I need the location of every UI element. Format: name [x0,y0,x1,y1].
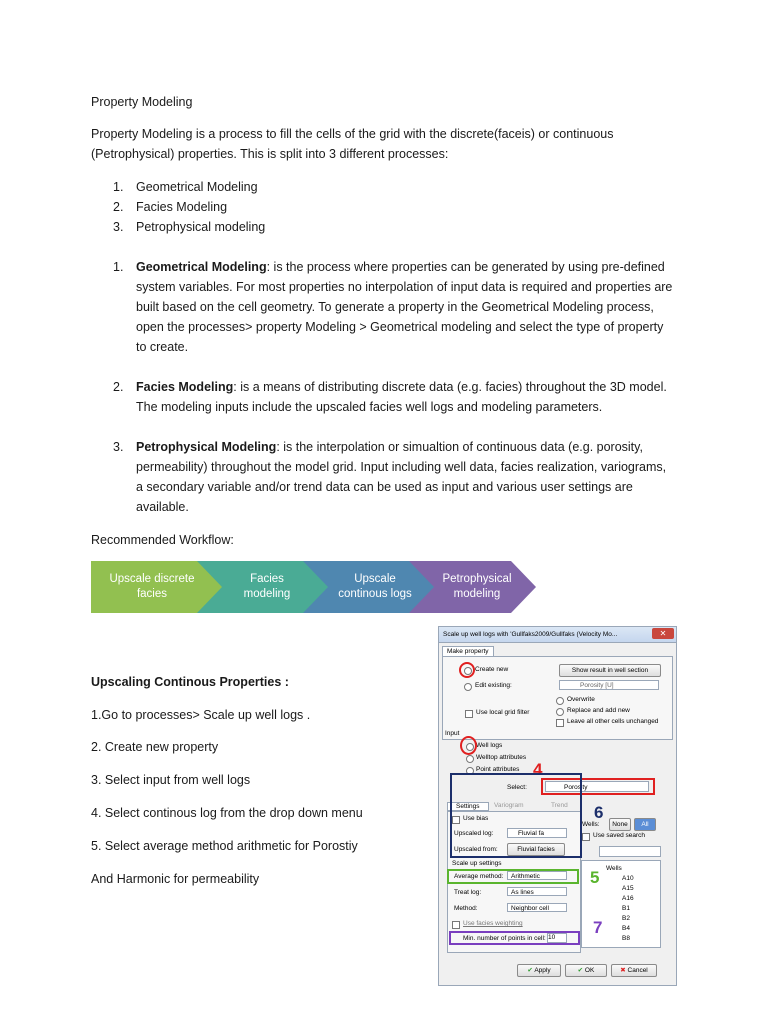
leave-cells-label: Leave all other cells unchanged [567,718,659,725]
upscaled-log-label: Upscaled log: [454,830,494,837]
facies-weighting-checkbox[interactable] [452,921,460,929]
porosity-u-select[interactable]: Porosity [U] [559,680,659,690]
well-logs-label: Well logs [476,742,503,749]
workflow-heading: Recommended Workflow: [91,533,234,547]
use-bias-label: Use bias [463,815,489,822]
close-icon[interactable]: ✕ [652,628,674,639]
tab-settings[interactable]: Settings [447,802,489,811]
use-local-label: Use local grid filter [476,709,530,716]
tab-trend[interactable]: Trend [551,802,568,809]
ok-button[interactable] [565,964,607,977]
min-points-input[interactable]: 10 [547,933,567,943]
wells-none-button[interactable]: None [609,818,631,831]
cancel-button[interactable] [611,964,657,977]
overwrite-label: Overwrite [567,696,595,703]
edit-existing-radio[interactable] [464,683,472,691]
leave-cells-checkbox[interactable] [556,719,564,727]
welltop-label: Welltop attributes [476,754,527,761]
treat-log-select[interactable]: As lines [507,887,567,896]
list-item: Petrophysical modeling [136,220,266,234]
overwrite-radio[interactable] [556,697,564,705]
upscaling-heading: Upscaling Continous Properties : [91,675,289,689]
saved-search-input[interactable] [599,846,661,857]
upscaled-from-button[interactable]: Fluvial facies [507,843,565,856]
workflow-step-1-label: Upscale discrete facies [109,573,195,600]
min-points-label: Min. number of points in cell: [463,935,546,942]
detail-term: Geometrical Modeling [136,260,267,274]
treat-log-label: Treat log: [454,889,482,896]
step-5: 5. Select average method arithmetic for Porostiy [91,839,358,853]
dialog-titlebar [439,627,676,643]
detail-term: Facies Modeling [136,380,234,394]
well-item[interactable]: A10 [622,875,634,882]
marker-7: 7 [593,918,603,937]
highlight-create-new [459,662,475,678]
use-saved-checkbox[interactable] [582,833,590,841]
detail-text: : is the process where properties can be generated by using pre-defined system variables. For most properties no interpolation of input data is required and properties are built based on the cell geometry. To generate a property in the Geometrical Modeling process, open the processes> property Modeling > Geometrical modeling and select the type of property to create. [136,260,673,354]
marker-4: 4 [533,760,543,779]
step-6: And Harmonic for permeability [91,872,260,886]
create-new-label: Create new [475,666,509,673]
scale-up-dialog [438,626,677,986]
workflow-step-2-label: Facies modeling [243,573,291,600]
scale-up-settings-label: Scale up settings [452,860,502,867]
step-2: 2. Create new property [91,740,219,754]
average-method-select[interactable]: Arithmetic [507,871,567,880]
doc-title: Property Modeling [91,95,193,109]
use-saved-label: Use saved search [593,832,646,839]
detail-text: : is a means of distributing discrete data (e.g. facies) throughout the 3D model. The modeling inputs include the upscaled facies well logs and modeling parameters. [136,380,667,414]
well-item[interactable]: B8 [622,935,630,942]
edit-existing-label: Edit existing: [475,682,512,689]
cancel-icon: ✖ [620,967,626,974]
step-4: 4. Select continous log from the drop down menu [91,806,363,820]
doc-intro: Property Modeling is a process to fill the cells of the grid with the discrete(faceis) or continuous (Petrophysical) properties. This is split into 3 different processes: [91,127,614,161]
facies-weighting-label: Use facies weighting [463,920,523,927]
welltop-radio[interactable] [466,755,474,763]
highlight-well-logs [460,736,477,755]
wells-tree-root[interactable]: Wells [606,865,622,872]
apply-button[interactable] [517,964,561,977]
step-3: 3. Select input from well logs [91,773,251,787]
check-icon: ✔ [527,967,533,974]
method-select[interactable]: Neighbor cell [507,903,567,912]
list-item: Facies Modeling [136,200,228,214]
workflow-step-3-label: Upscale continous logs [338,573,412,600]
use-local-checkbox[interactable] [465,710,473,718]
select-log-dropdown[interactable]: Porosity [545,781,649,792]
workflow-step-4-label: Petrophysical modeling [442,573,512,600]
well-item[interactable]: A16 [622,895,634,902]
ok-label: OK [584,967,595,974]
detail-num: 2. [113,380,124,394]
use-bias-checkbox[interactable] [452,816,460,824]
replace-add-label: Replace and add new [567,707,630,714]
detail-text: : is the interpolation or simualtion of continuous data (e.g. porosity, permeability) throughout the model grid. Input including well data, facies realization, variograms, a secondary variable and/or trend data can be used as input and various user settings are available. [136,440,667,514]
workflow-diagram [91,561,536,613]
wells-all-button[interactable]: All [634,818,656,831]
well-item[interactable]: A15 [622,885,634,892]
marker-6: 6 [594,803,604,822]
upscaled-from-label: Upscaled from: [454,846,498,853]
detail-num: 3. [113,440,124,454]
tab-variogram[interactable]: Variogram [494,802,524,809]
step-1: 1.Go to processes> Scale up well logs . [91,708,311,722]
cancel-label: Cancel [627,967,648,974]
input-section-label: Input [445,730,460,737]
tab-make-property[interactable]: Make property [442,646,494,656]
apply-label: Apply [534,967,551,974]
list-item: Geometrical Modeling [136,180,258,194]
point-attr-label: Point attributes [476,766,520,773]
well-item[interactable]: B2 [622,915,630,922]
wells-label: Wells: [582,821,600,828]
marker-5: 5 [590,868,600,887]
check-icon: ✔ [577,967,584,974]
upscaled-log-select[interactable]: Fluvial fa [507,828,567,838]
well-item[interactable]: B1 [622,905,630,912]
average-method-label: Average method: [454,873,504,880]
dialog-title: Scale up well logs with 'Gullfaks2009/Gullfaks (Velocity Mo... [443,631,618,638]
well-item[interactable]: B4 [622,925,630,932]
detail-num: 1. [113,260,124,274]
detail-term: Petrophysical Modeling [136,440,277,454]
show-result-button[interactable]: Show result in well section [559,664,661,677]
replace-add-radio[interactable] [556,708,564,716]
method-label: Method: [454,905,478,912]
select-label: Select: [507,784,527,791]
